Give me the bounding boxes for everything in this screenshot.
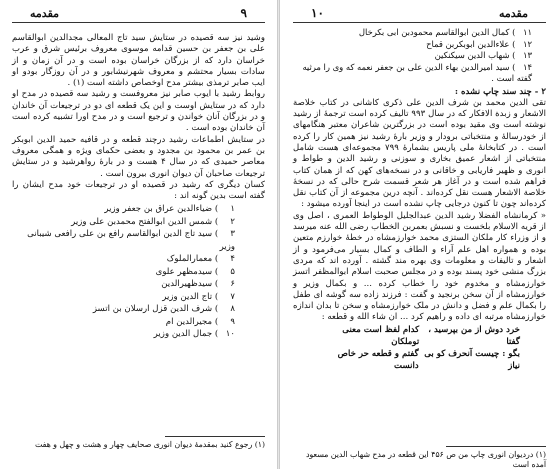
page-number: ۱۰	[311, 6, 324, 20]
list-item: ۸ ) شرف الدین قزل ارسلان بن اتسز	[92, 304, 235, 315]
list-item-name: شمس الدین ابوالفتح محمدبن علی وزیر	[71, 216, 213, 227]
list-item: ۷ ) تاج الدین وزیر	[162, 291, 235, 302]
list-item-number: ۳	[230, 229, 235, 240]
list-item-number: ۵	[230, 266, 235, 277]
left-page-header	[12, 6, 265, 23]
list-item-number: ۱۲	[523, 38, 532, 49]
page-number: ٩	[240, 6, 247, 20]
list-item: ۱۳ ) شهاب الدین سیکنکین	[434, 50, 532, 60]
list-item-name: سید تاج الدین ابوالقاسم رافع بن علی رافعی شیبانی وزیر	[27, 229, 235, 252]
patron-list-continued	[293, 27, 546, 85]
paragraph-1: تقی الدین محمد بن شرف الدین علی ذکری کاشانی در کتاب خلاصة الاشعار و زبدة الافکار که در سال ۹۹۳ تالیف کرده است ترجمهٔ از رشید نوشته است وی مقید بوده است در بزرگترین شاعران معتبر هنگامهای از خودرسالۀ و منتخباتی برودار و وزیر بارهٔ رشید نیز همین کار را کرده است . در کتابخانهٔ ملی پاریس بشمارهٔ ۷۹۹ مجموعه‌ای هست شامل منتخباتی از اشعار عمیق بخاری و سوزنی و رشید الدین و طواط و انوری و ظهیر فاریابی و خاقانی و در نسخه‌های کهن که از همان کتاب فراهم شده است و در آغاز هر شعر قسمت شرح حالی که در نسخهٔ خلاصة الاشعار هست نقل کرده‌اند . آنچه درین مجموعه از آن کتاب نقل کرده‌اند چون تا کنون درجایی چاپ نشده است در اینجا آورده میشود :	[293, 97, 547, 210]
list-item-number: ۶	[230, 279, 235, 290]
list-item-number: ۱۴	[523, 61, 532, 72]
paragraph-intro: وشید نیز سه قصیده در ستایش سید تاج المعالی مجدالدین ابوالقاسم علی بن جعفر بن حسین قدامه موسوی معروف برئیس شرق و عرب خراسان دارد که از بزرگان خراسان بوده است و در آن زمان و از سادات بسیار محتشم و معروف شهرنیشابور و در آن روزگار بودو او ایب صابر ترمذی بیشتر مدح اوخصاص داشته است (۱) .	[12, 33, 265, 89]
left-body	[12, 33, 265, 202]
list-item: ۳ ) سید تاج الدین ابوالقاسم رافع بن علی رافعی شیبانی وزیر	[27, 229, 235, 252]
running-head: مقدمه	[498, 7, 528, 20]
paragraph-2: روابط رشید با ایوب صابر نیز معروفست و رشید سه قصیده در مدح او دارد که در ستایش اوست و این یک قطعه ای دو در ترجیعات آن خاندان و در بزرگان آنان خواندن و ترجیع است و در مدح اورا تشبیه کرده است آن خاندان بوده است .	[12, 89, 265, 134]
hemistich-right: خرد دوش از من بپرسید ، گفتا	[428, 324, 520, 347]
list-item-name: جمال الدین وزیر	[153, 329, 213, 340]
list-item-name: سیدظهیرالدین	[161, 279, 213, 290]
right-body	[293, 87, 546, 324]
list-item-name: تاج الدین وزیر	[162, 291, 213, 302]
list-item-name: شهاب الدین سیکنکین	[434, 50, 510, 60]
list-item: ۵ ) سیدمظهر علوی	[155, 266, 235, 277]
footnote: (۱) رجوع کنید بمقدمهٔ دیوان انوری صحایف چهار و هشت و چهل و هفت	[34, 440, 265, 449]
list-item-name: سید امیرالدین بهاء الدین علی بن جعفر نعمه که وی را مرثیه گفته است .	[302, 61, 532, 83]
list-item: ۱۲ ) علاءالدین ابوبکربن قماح	[426, 38, 532, 49]
list-item-number: ۸	[230, 304, 235, 315]
section-heading: ۲ - چند سند چاپ نشده :	[454, 86, 546, 97]
hemistich-left: کدام لفظ است معنی توملکان	[342, 324, 420, 347]
list-item-name: کمال الدین ابوالقاسم محمودبن ابی بکرخال	[358, 27, 510, 37]
list-item-name: ضیاءالدین عراق بن جعفر وزیر	[104, 204, 213, 215]
list-item: ۱۱ ) کمال الدین ابوالقاسم محمودبن ابی بکرخال	[358, 27, 532, 37]
list-item-number: ۱۱	[523, 27, 532, 37]
paragraph-4: کسان دیگری که رشید در قصیده او در ترجیعات خود مدح ایشان را گفته است بدین گونه اند :	[12, 179, 265, 202]
paragraph-2: « کرمانشاه الفضلا رشید الدین عبدالجلیل الوطواط العمری ، اصل وی از قریه الاسلام بلخست و نسبش بعمربن الخطاب رضی الله عنه میرسد و از وزراء کار ملکان الستزی محمد خوارزمشاه در خطهٔ خوارزم متعین بوده و همواره اهل علم آراء و الطاف و کمال بسیار می‌فرمود و از اشعار و تالیفات و معلومات وی بهره مند گشته . آورده اند که مردی بزرگ منشی خود پسند بوده و در مجلس صحبت اسلام ابوالمظفر اتسز خوارزمشاه و مخدوم خود را خطاب کرده ... و بکمال وزیر و خوارزمشاه از آن سخن برنجید و گفت : فرزند زاده سه گوشه ای طفل را بکمال علم و فضل و دانش در ملک خوارزمشاه و سخن تا بدان اندازه خوارزمشاه مرتبه ای داده و راهیم کرد ... ان شاء الله و قطعه :	[293, 210, 546, 323]
list-item-number: ۹	[230, 316, 235, 327]
list-item-name: مجیرالدین ام	[165, 316, 213, 327]
right-page	[279, 0, 558, 469]
list-item-name: شرف الدین قزل ارسلان بن اتسز	[92, 304, 213, 315]
verse-line-2	[293, 348, 546, 372]
list-item-name: سیدمظهر علوی	[155, 266, 213, 277]
running-head: مقدمه	[30, 7, 60, 20]
list-item-number: ۱۳	[523, 50, 532, 60]
list-item-name: علاءالدین ابوبکربن قماح	[426, 38, 510, 49]
list-item-number: ۲	[230, 216, 235, 227]
list-item: ۱ ) ضیاءالدین عراق بن جعفر وزیر	[104, 204, 235, 215]
verse-line-1	[293, 324, 546, 348]
left-page	[0, 0, 279, 469]
footnote-separator	[165, 436, 265, 437]
paragraph-3: در ستایش اطماعات رشید درچند قطعه و در قافیه حمید الدین ابوبکر بن عمر بن محمود بن مجدود و بعضی حکمای ویژه و همگی معروف معاصر حمیدی که در سال ۴ هست و در بارهٔ رواهرشید و در ستایش ترجیعات صاحبان آن دیوان انوری بیرون است .	[12, 134, 265, 179]
footnote: (۱) دردیوان انوری چاپ من ص ۴۵۶ این قطعه در مدح شهاب الدین مسعود آمده است	[305, 450, 546, 469]
list-item: ۱۰ ) جمال الدین وزیر	[153, 329, 235, 340]
list-item-number: ۷	[230, 291, 235, 302]
list-item: ۱۴ ) سید امیرالدین بهاء الدین علی بن جعفر نعمه که وی را مرثیه گفته است .	[302, 61, 532, 83]
list-item-name: معمارالملوک	[166, 254, 213, 265]
patron-list	[12, 203, 265, 341]
list-item-number: ۱۰	[225, 329, 235, 340]
hemistich-left: گفتم و قطعه حر خاص دانست	[337, 348, 419, 371]
list-item: ۶ ) سیدظهیرالدین	[161, 279, 235, 290]
list-item-number: ۴	[230, 254, 235, 265]
list-item: ۴ ) معمارالملوک	[166, 254, 235, 265]
list-item: ۹ ) مجیرالدین ام	[165, 316, 235, 327]
footnote-separator	[446, 446, 546, 447]
list-item: ۲ ) شمس الدین ابوالفتح محمدبن علی وزیر	[71, 216, 235, 227]
hemistich-right: بگو : چیست آنحرف کو بی نیاز	[424, 348, 520, 371]
right-page-header	[293, 6, 546, 23]
list-item-number: ۱	[230, 204, 235, 215]
